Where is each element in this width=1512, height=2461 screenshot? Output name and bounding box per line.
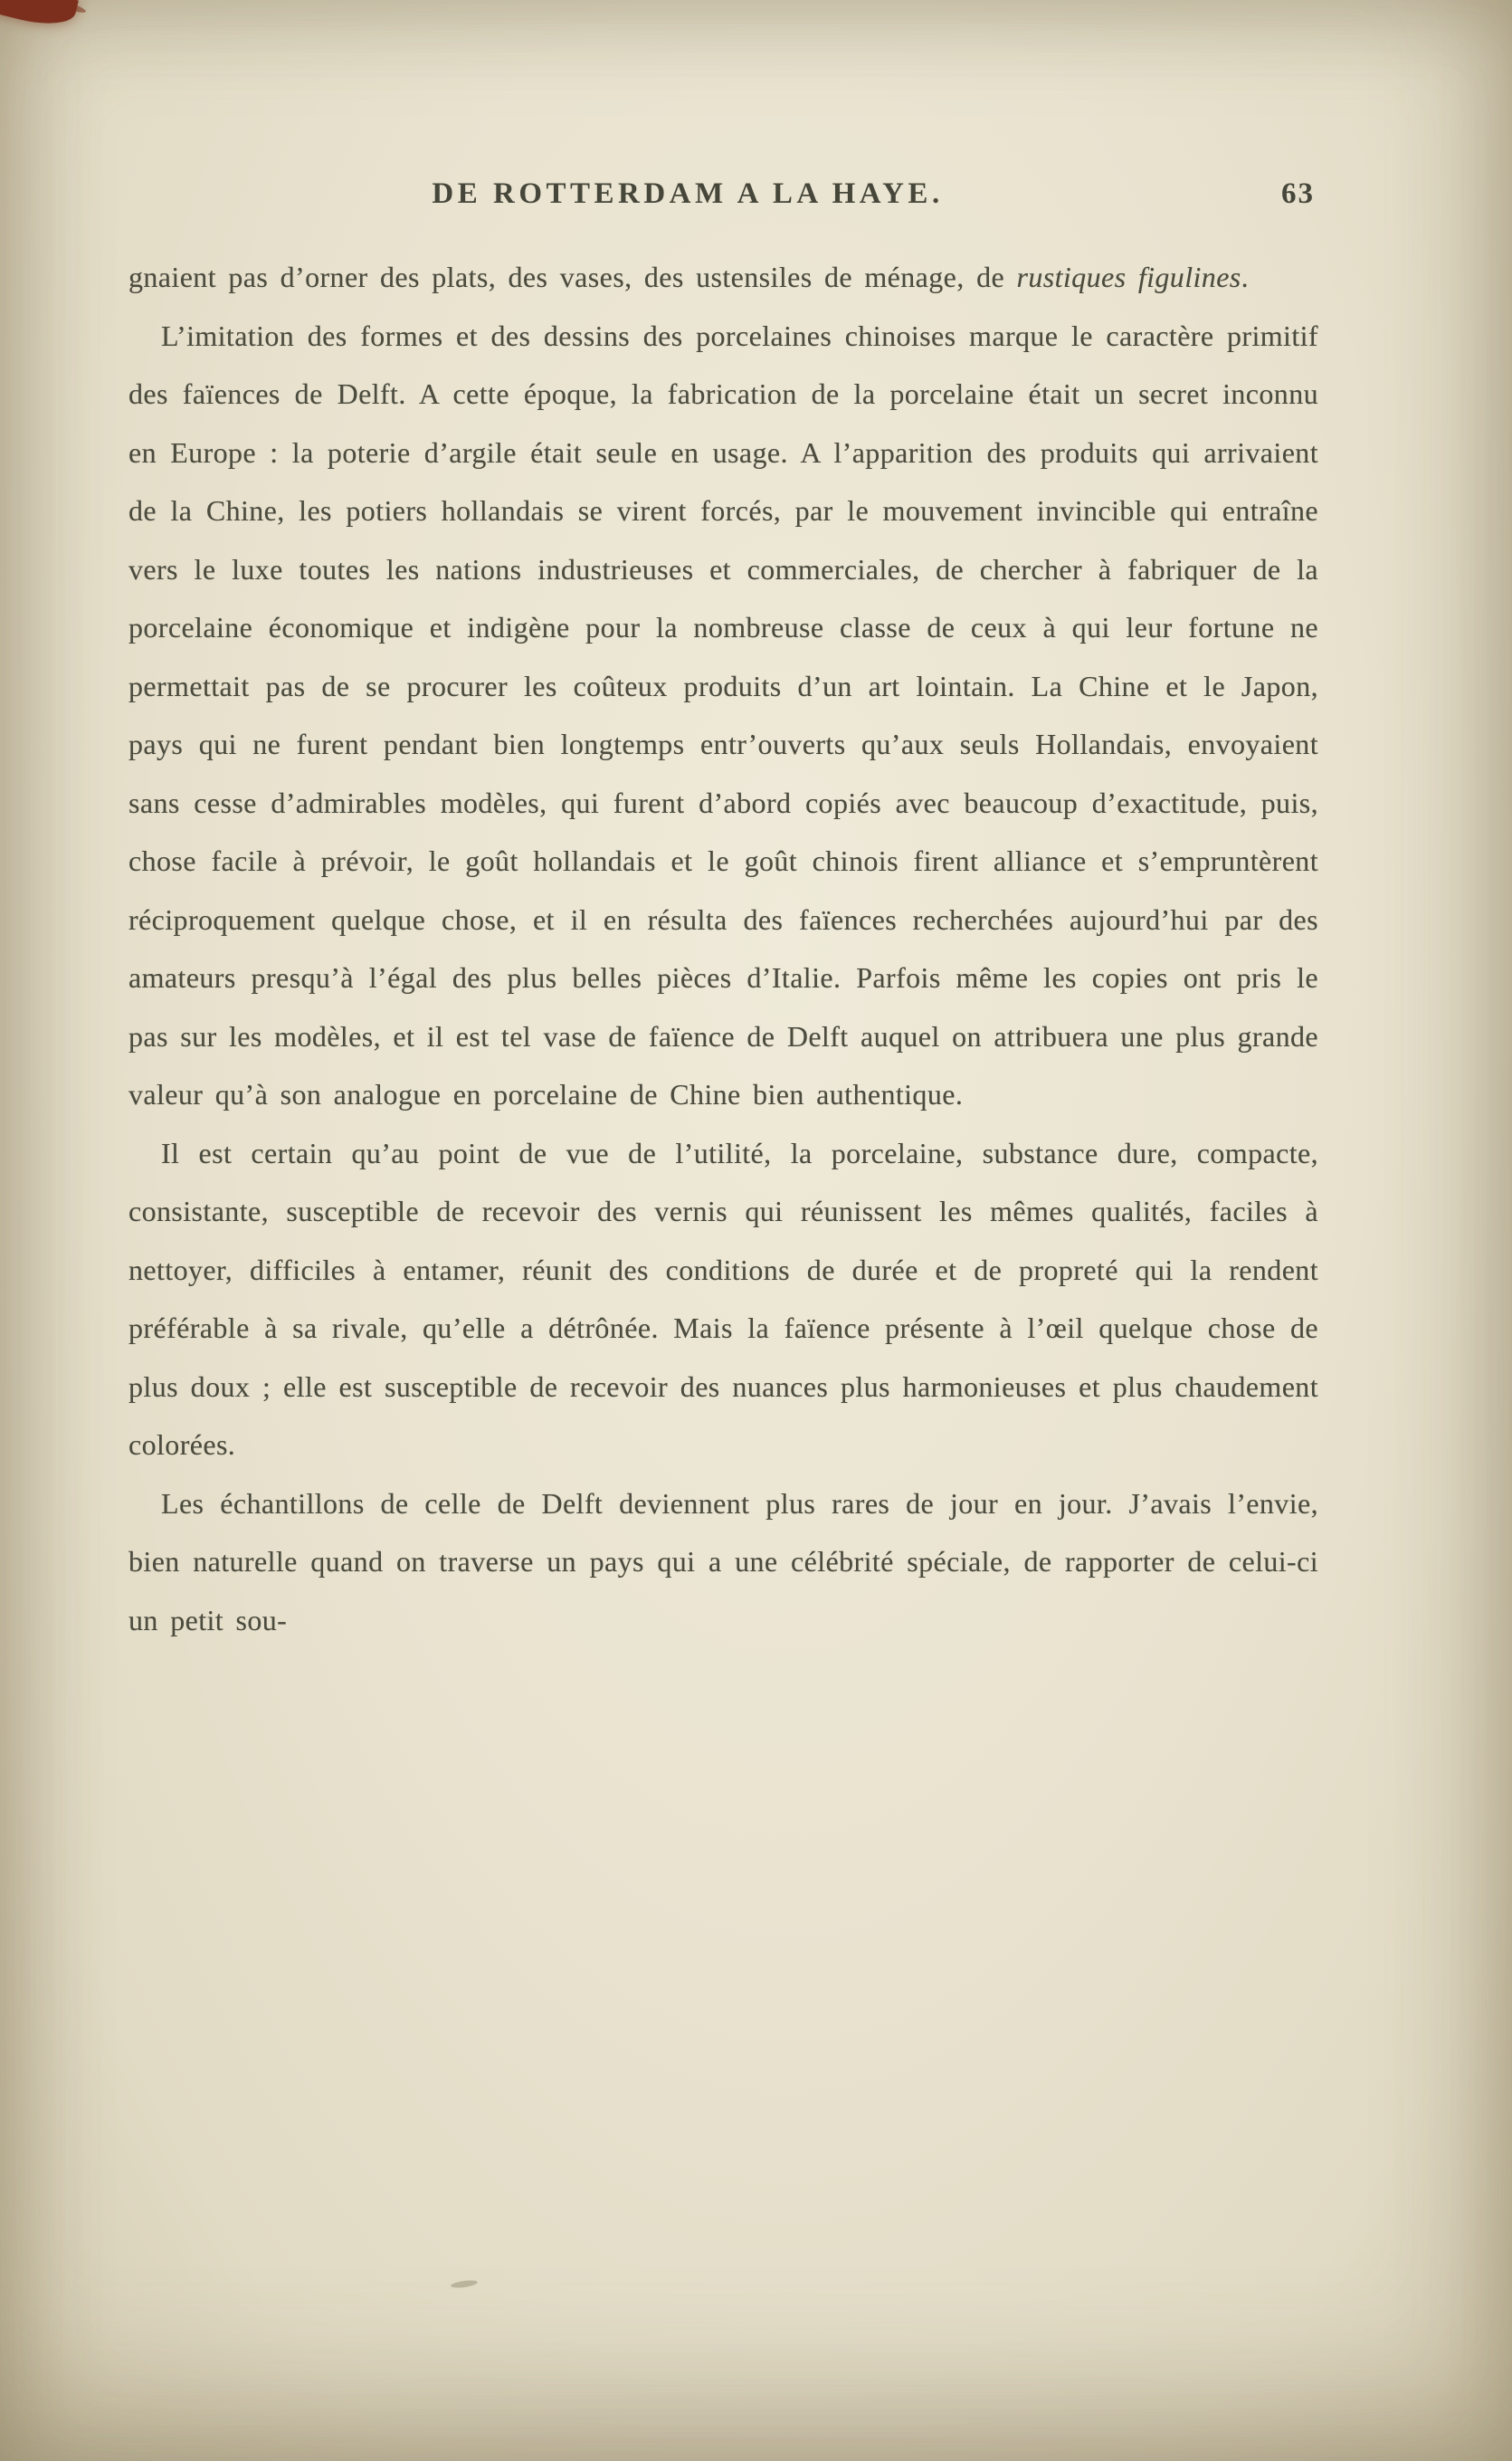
paragraph-text: gnaient pas d’orner des plats, des vases, des ustensiles de ménage, de xyxy=(128,261,1017,293)
paragraph: Les échantillons de celle de Delft deviennent plus rares de jour en jour. J’avais l’envie, bien naturelle quand on traverse un pays qui a une célébrité spéciale, de rapporter de celui-ci un petit sou- xyxy=(128,1486,1318,1636)
running-title: DE ROTTERDAM A LA HAYE. xyxy=(432,177,944,210)
page-number: 63 xyxy=(1281,177,1315,210)
paragraph: L’imitation des formes et des dessins des porcelaines chinoises marque le caractère primitif des faïences de Delft. A cette époque, la fabrication de la porcelaine était un secret inconnu en Europe : la poterie d’argile était seule en usage. A l’apparition des produits qui arrivaient de la Chine, les potiers hollandais se virent forcés, par le mouvement invincible qui entraîne vers le luxe toutes les nations industrieuses et commerciales, de chercher à fabriquer de la porcelaine économique et indigène pour la nombreuse classe de ceux à qui leur fortune ne permettait pas de se procurer les coûteux produits d’un art lointain. La Chine et le Japon, pays qui ne furent pendant bien longtemps entr’ouverts qu’aux seuls Hollandais, envoyaient sans cesse d’admirables modèles, qui furent d’abord copiés avec beaucoup d’exactitude, puis, chose facile à prévoir, le goût hollandais et le goût chinois firent alliance et s’empruntèrent réciproquement quelque chose, et il en résulta des faïences recherchées aujourd’hui par des amateurs presqu’à l’égal des plus belles pièces d’Italie. Parfois même les copies ont pris le pas sur les modèles, et il est tel vase de faïence de Delft auquel on attribuera une plus grande valeur qu’à son analogue en porcelaine de Chine bien authentique. xyxy=(128,319,1318,1111)
paragraph-continuation xyxy=(128,248,1318,307)
smudge-mark xyxy=(451,2279,479,2289)
paragraph: Il est certain qu’au point de vue de l’utilité, la porcelaine, substance dure, compacte, consistante, susceptible de recevoir des vernis qui réunissent les mêmes qualités, faciles à nettoyer, difficiles à entamer, réunit des conditions de durée et de propreté qui la rendent préférable à sa rivale, qu’elle a détrônée. Mais la faïence présente à l’œil quelque chose de plus doux ; elle est susceptible de recevoir des nuances plus harmonieuses et plus chaudement colorées. xyxy=(128,1136,1318,1461)
page-content xyxy=(128,177,1318,1649)
paragraph-text: . xyxy=(1241,261,1250,293)
italic-phrase: rustiques figulines xyxy=(1016,261,1241,293)
page-header xyxy=(128,177,1318,248)
body-text xyxy=(128,248,1318,1649)
